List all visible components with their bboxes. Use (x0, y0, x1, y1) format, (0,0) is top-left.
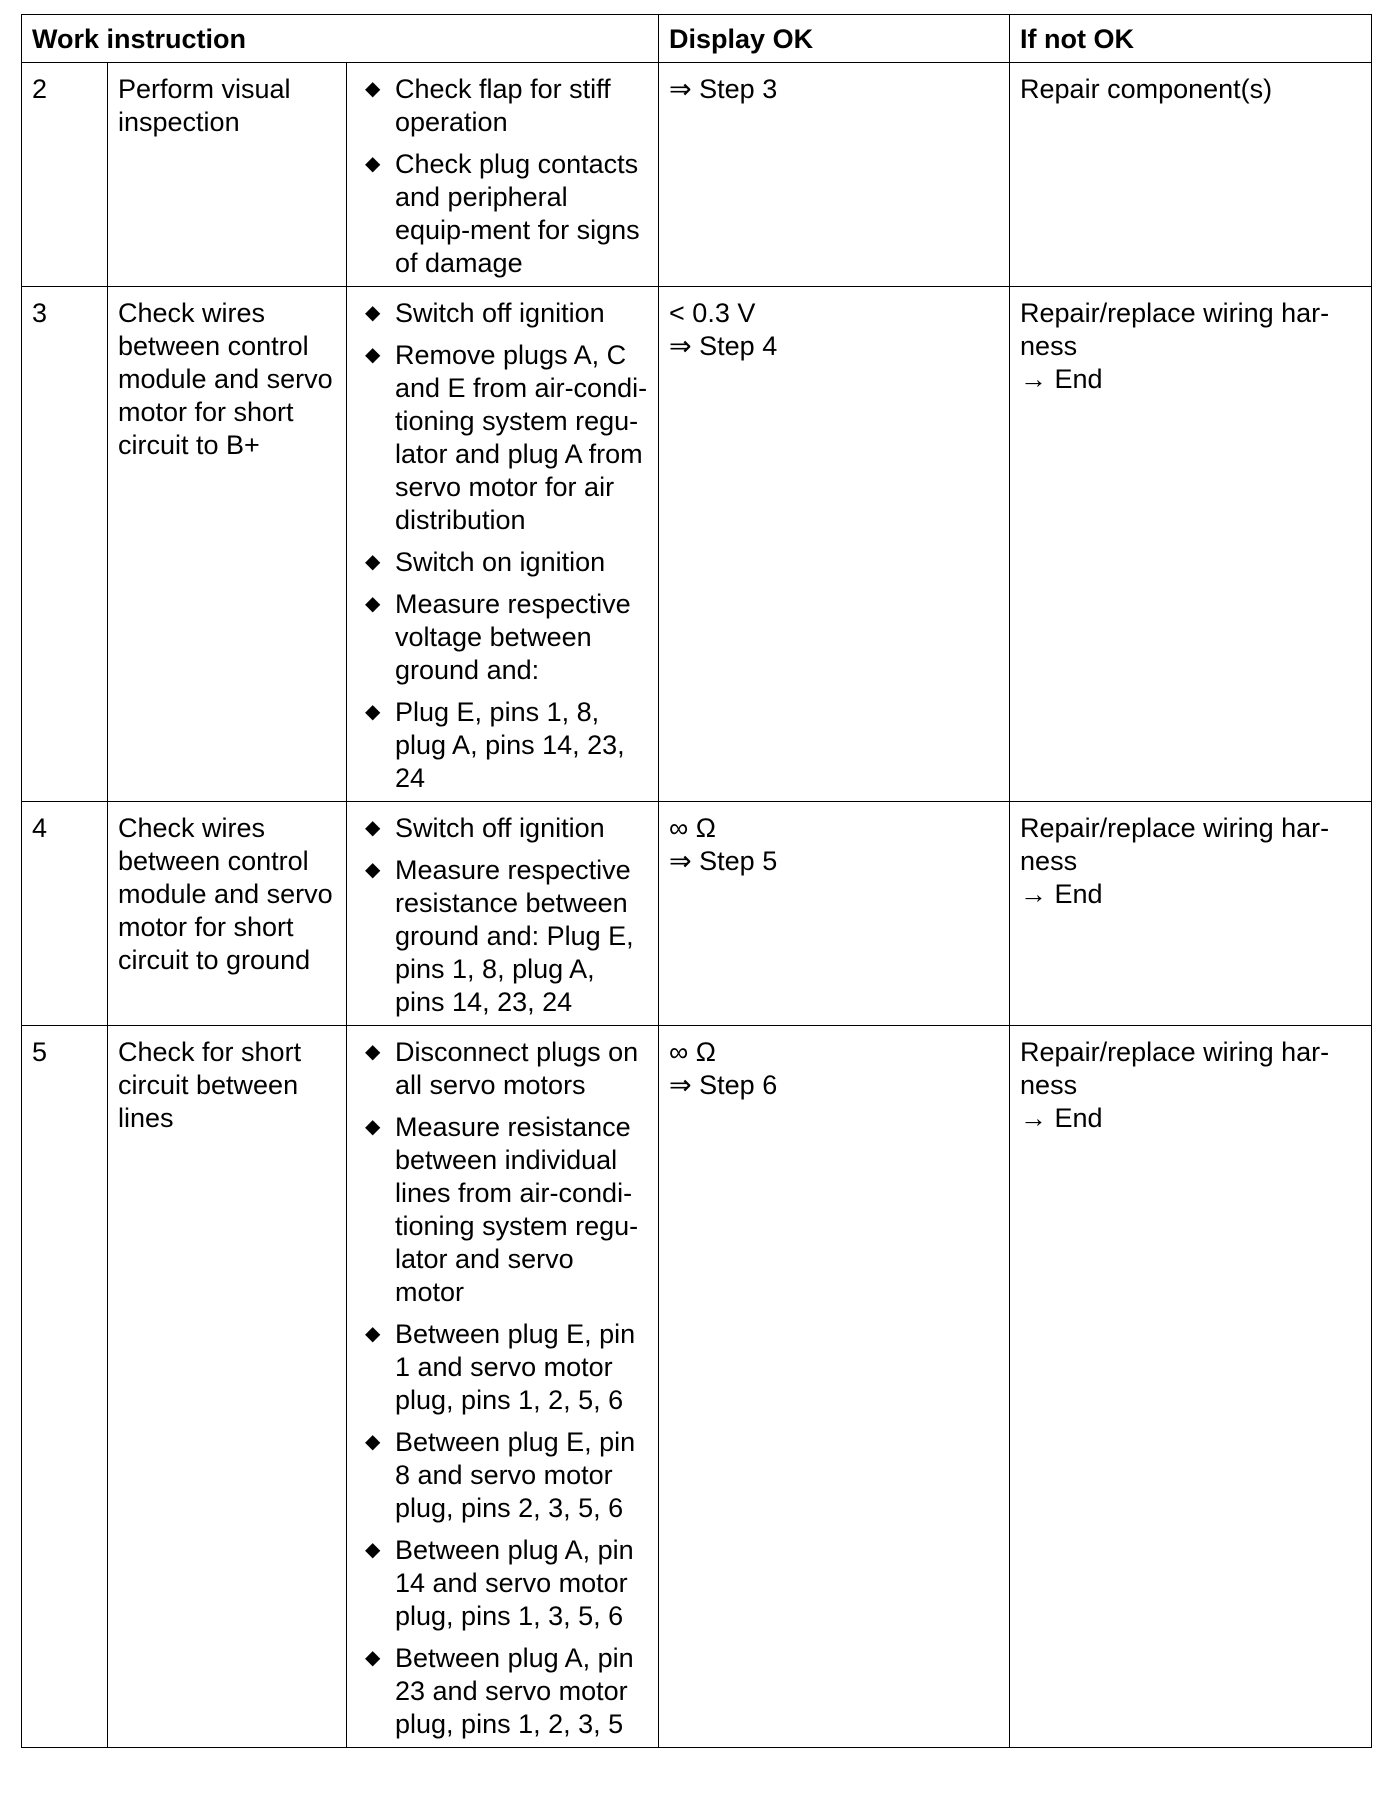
instruction-item (357, 1036, 648, 1102)
display-ok-value: ∞ Ω (669, 1037, 716, 1067)
table-body (22, 63, 1372, 1748)
display-ok-value: ⇒ Step 5 (669, 846, 778, 876)
diamond-bullet-icon: ◆ (365, 1041, 381, 1063)
display-ok-value: ⇒ Step 6 (669, 1070, 778, 1100)
if-not-ok-cell (1010, 287, 1372, 802)
diamond-bullet-icon: ◆ (365, 1539, 381, 1561)
step-instructions (347, 802, 659, 1026)
instruction-text: Measure respective resistance between ground and: Plug E, pins 1, 8, plug A, pins 14, 23, 24 (395, 855, 634, 1017)
instruction-item (357, 73, 648, 139)
instruction-text: Check plug contacts and peripheral equip-ment for signs of damage (395, 149, 640, 278)
table-row (22, 802, 1372, 1026)
work-instruction-table (21, 14, 1372, 1748)
if-not-ok-value: Repair/replace wiring har-ness (1020, 1037, 1330, 1100)
instruction-list (357, 1036, 648, 1741)
instruction-item (357, 696, 648, 795)
step-description: Check wires between control module and servo motor for short circuit to ground (108, 802, 347, 1026)
display-ok-value: ⇒ Step 3 (669, 74, 778, 104)
header-row (22, 15, 1372, 63)
step-number: 4 (22, 802, 108, 1026)
step-instructions (347, 1026, 659, 1748)
diamond-bullet-icon: ◆ (365, 859, 381, 881)
instruction-item (357, 1534, 648, 1633)
diamond-bullet-icon: ◆ (365, 593, 381, 615)
table-row (22, 287, 1372, 802)
instruction-text: Plug E, pins 1, 8, plug A, pins 14, 23, 24 (395, 697, 625, 793)
if-not-ok-value: → End (1020, 879, 1103, 909)
instruction-text: Between plug A, pin 14 and servo motor plug, pins 1, 3, 5, 6 (395, 1535, 634, 1631)
diamond-bullet-icon: ◆ (365, 302, 381, 324)
instruction-list (357, 297, 648, 795)
step-description: Check for short circuit between lines (108, 1026, 347, 1748)
instruction-item (357, 854, 648, 1019)
instruction-item (357, 297, 648, 330)
instruction-item (357, 339, 648, 537)
diamond-bullet-icon: ◆ (365, 1116, 381, 1138)
instruction-item (357, 546, 648, 579)
diamond-bullet-icon: ◆ (365, 153, 381, 175)
if-not-ok-cell (1010, 1026, 1372, 1748)
instruction-text: Disconnect plugs on all servo motors (395, 1037, 639, 1100)
table-row (22, 63, 1372, 287)
instruction-list (357, 73, 648, 280)
instruction-item (357, 1111, 648, 1309)
if-not-ok-value: → End (1020, 364, 1103, 394)
display-ok-value: ∞ Ω (669, 813, 716, 843)
header-work-instruction: Work instruction (22, 15, 659, 63)
diamond-bullet-icon: ◆ (365, 551, 381, 573)
instruction-text: Switch on ignition (395, 547, 606, 577)
instruction-text: Between plug E, pin 1 and servo motor plug, pins 1, 2, 5, 6 (395, 1319, 636, 1415)
step-description: Check wires between control module and servo motor for short circuit to B+ (108, 287, 347, 802)
instruction-item (357, 1642, 648, 1741)
if-not-ok-cell (1010, 63, 1372, 287)
display-ok-cell (659, 802, 1010, 1026)
display-ok-value: < 0.3 V (669, 298, 756, 328)
step-number: 2 (22, 63, 108, 287)
instruction-list (357, 812, 648, 1019)
instruction-text: Measure resistance between individual lines from air-condi-tioning system regu-lator and servo motor (395, 1112, 639, 1307)
display-ok-cell (659, 1026, 1010, 1748)
instruction-text: Measure respective voltage between ground and: (395, 589, 631, 685)
instruction-text: Switch off ignition (395, 298, 605, 328)
if-not-ok-cell (1010, 802, 1372, 1026)
if-not-ok-value: → End (1020, 1103, 1103, 1133)
step-instructions (347, 287, 659, 802)
if-not-ok-value: Repair component(s) (1020, 74, 1273, 104)
instruction-item (357, 812, 648, 845)
diamond-bullet-icon: ◆ (365, 78, 381, 100)
table-row (22, 1026, 1372, 1748)
diamond-bullet-icon: ◆ (365, 1647, 381, 1669)
display-ok-cell (659, 63, 1010, 287)
diamond-bullet-icon: ◆ (365, 1431, 381, 1453)
instruction-text: Switch off ignition (395, 813, 605, 843)
if-not-ok-value: Repair/replace wiring har-ness (1020, 298, 1330, 361)
step-description: Perform visual inspection (108, 63, 347, 287)
step-instructions (347, 63, 659, 287)
instruction-item (357, 1318, 648, 1417)
instruction-item (357, 148, 648, 280)
display-ok-cell (659, 287, 1010, 802)
display-ok-value: ⇒ Step 4 (669, 331, 778, 361)
step-number: 3 (22, 287, 108, 802)
instruction-item (357, 1426, 648, 1525)
diamond-bullet-icon: ◆ (365, 344, 381, 366)
instruction-text: Check flap for stiff operation (395, 74, 611, 137)
instruction-text: Between plug E, pin 8 and servo motor plug, pins 2, 3, 5, 6 (395, 1427, 636, 1523)
instruction-text: Between plug A, pin 23 and servo motor plug, pins 1, 2, 3, 5 (395, 1643, 634, 1739)
header-display-ok: Display OK (659, 15, 1010, 63)
diamond-bullet-icon: ◆ (365, 817, 381, 839)
header-if-not-ok: If not OK (1010, 15, 1372, 63)
step-number: 5 (22, 1026, 108, 1748)
instruction-text: Remove plugs A, C and E from air-condi-tioning system regu-lator and plug A from servo motor for air distribution (395, 340, 648, 535)
instruction-item (357, 588, 648, 687)
diamond-bullet-icon: ◆ (365, 701, 381, 723)
diamond-bullet-icon: ◆ (365, 1323, 381, 1345)
if-not-ok-value: Repair/replace wiring har-ness (1020, 813, 1330, 876)
